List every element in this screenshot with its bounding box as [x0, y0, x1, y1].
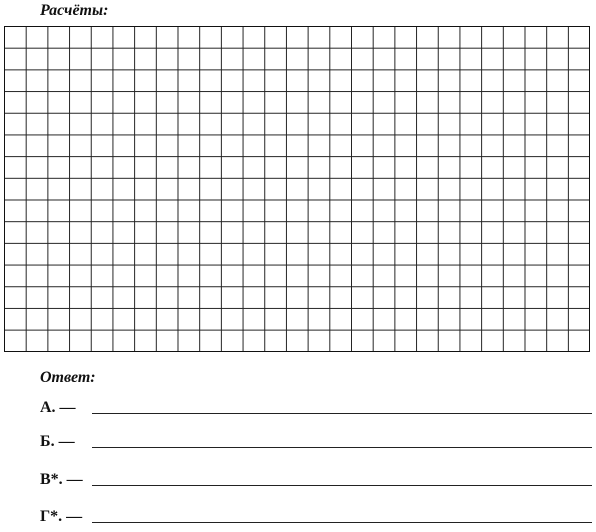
answer-label-c: В*. —	[40, 471, 83, 488]
answer-label-b: Б. —	[40, 433, 75, 450]
answer-line-c[interactable]	[92, 485, 592, 486]
answer-row-c	[40, 468, 592, 490]
answer-row-d	[40, 505, 592, 527]
answer-line-d[interactable]	[92, 522, 592, 523]
answer-heading: Ответ:	[40, 369, 96, 386]
answer-label-a: А. —	[40, 399, 76, 416]
answer-label-d: Г*. —	[40, 508, 83, 525]
answer-row-b	[40, 430, 592, 452]
answer-line-a[interactable]	[92, 413, 592, 414]
answer-line-b[interactable]	[92, 447, 592, 448]
calculation-grid[interactable]	[4, 26, 590, 352]
calculations-heading: Расчёты:	[40, 2, 109, 19]
answer-row-a	[40, 396, 592, 418]
